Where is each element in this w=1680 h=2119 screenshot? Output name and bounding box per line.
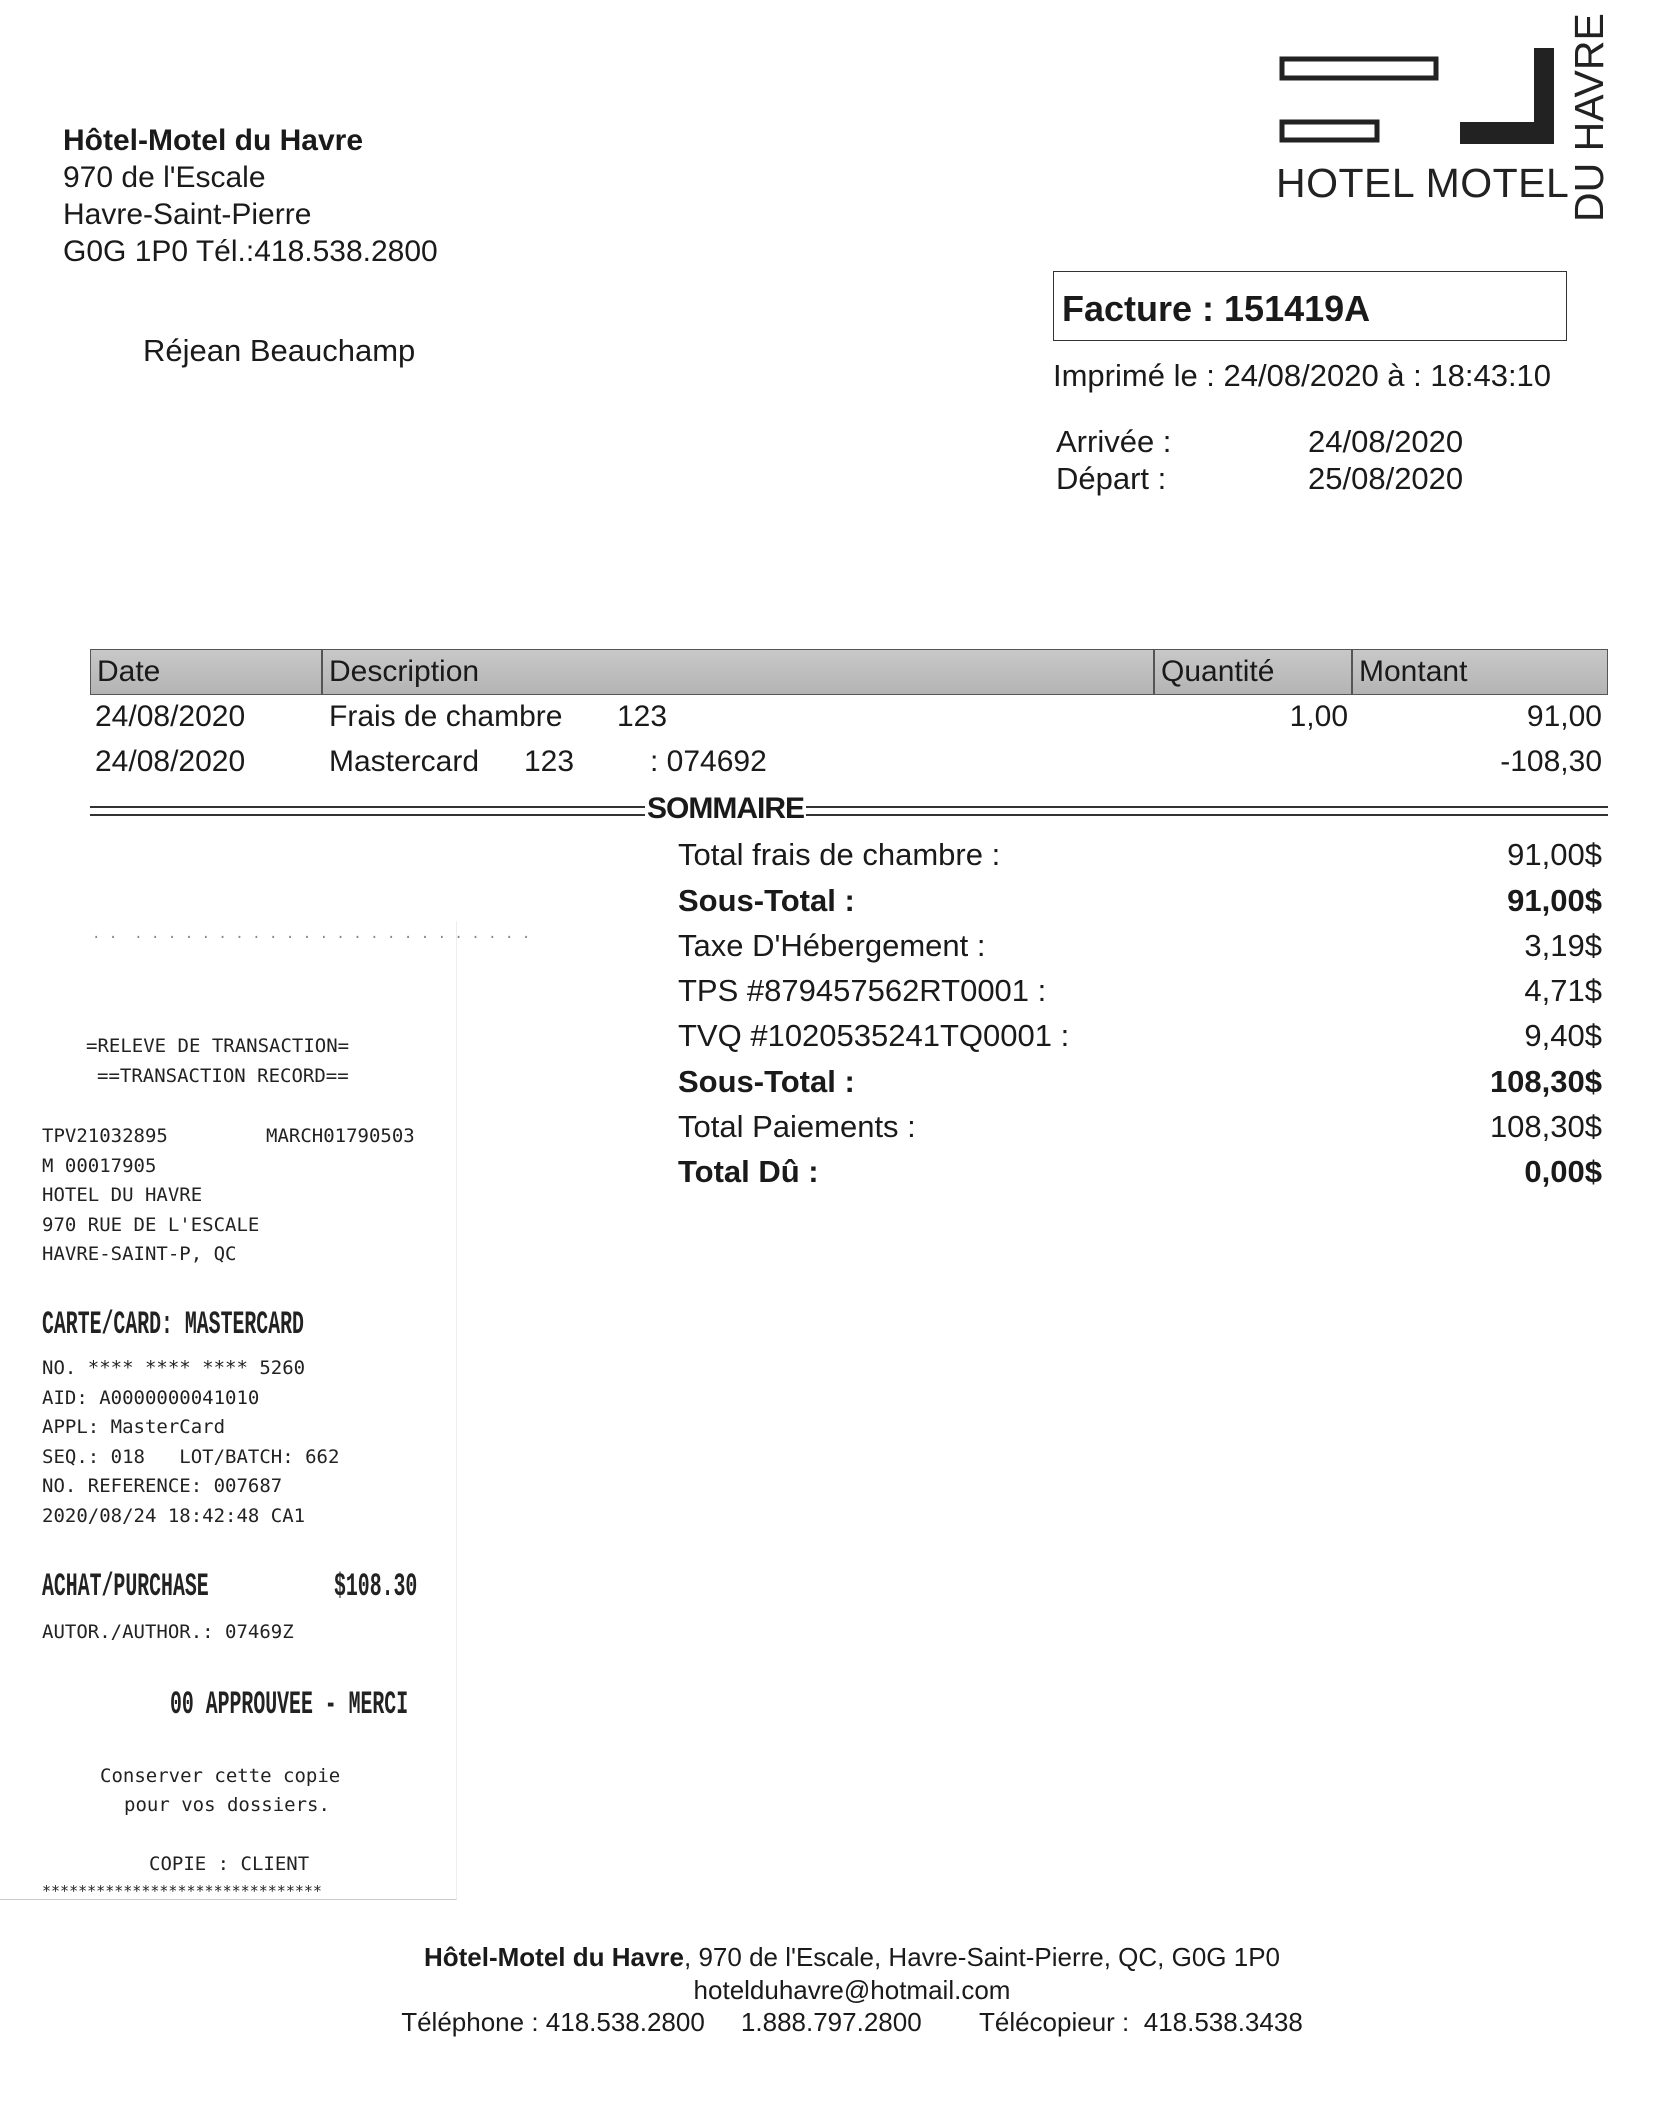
arrival-date: 24/08/2020 — [1308, 424, 1464, 459]
summary-label: TVQ #1020535241TQ0001 : — [678, 1018, 1070, 1053]
receipt-header-en: ==TRANSACTION RECORD== — [97, 1065, 349, 1087]
receipt-appl: APPL: MasterCard — [42, 1416, 226, 1438]
summary-label: Sous-Total : — [678, 1064, 855, 1099]
footer-email: hotelduhavre@hotmail.com — [693, 1975, 1011, 2005]
sommaire-divider — [90, 792, 1608, 825]
hotel-postal-phone: G0G 1P0 Tél.:418.538.2800 — [63, 235, 438, 268]
footer-address-text: , 970 de l'Escale, Havre-Saint-Pierre, QC, G0G 1P0 — [684, 1942, 1281, 1972]
row-reference: : 074692 — [650, 745, 767, 778]
receipt-reference: NO. REFERENCE: 007687 — [42, 1475, 283, 1497]
summary-value: 9,40$ — [1524, 1018, 1602, 1053]
receipt-copy: COPIE : CLIENT — [149, 1853, 310, 1875]
header-date: Date — [97, 655, 161, 688]
header-amount: Montant — [1359, 655, 1468, 688]
receipt-keep-line-1: Conserver cette copie — [100, 1765, 341, 1787]
header-description: Description — [329, 655, 480, 688]
receipt-terminal: TPV21032895 — [42, 1125, 168, 1147]
receipt-header-fr: =RELEVE DE TRANSACTION= — [86, 1035, 350, 1057]
invoice-title: Facture : 151419A — [1053, 271, 1567, 341]
table-header — [90, 649, 1608, 695]
hotel-logo-icon — [1270, 40, 1610, 240]
row-amount: 91,00 — [1526, 700, 1602, 733]
row-date: 24/08/2020 — [95, 745, 246, 778]
receipt-author: AUTOR./AUTHOR.: 07469Z — [42, 1621, 294, 1643]
summary-value: 3,19$ — [1524, 928, 1602, 963]
summary-label: Sous-Total : — [678, 883, 855, 918]
receipt-keep-line-2: pour vos dossiers. — [124, 1794, 330, 1816]
summary-label: TPS #879457562RT0001 : — [678, 973, 1047, 1008]
receipt-merchant: MARCH01790503 — [266, 1125, 415, 1147]
summary-value: 108,30$ — [1489, 1064, 1602, 1099]
receipt-m-number: M 00017905 — [42, 1155, 157, 1177]
row-room: 123 — [617, 700, 668, 733]
receipt-dotted-line: . . . . . . . . . . . . . . . . . . . . . . . . . . — [92, 926, 531, 942]
receipt-seq-batch: SEQ.: 018 LOT/BATCH: 662 — [42, 1446, 340, 1468]
summary-line — [678, 973, 1602, 1009]
row-description: Mastercard — [329, 745, 480, 778]
summary-value: 108,30$ — [1489, 1109, 1602, 1144]
footer-address — [12, 1942, 1680, 1973]
hotel-name: Hôtel-Motel du Havre — [63, 124, 364, 157]
receipt-datetime: 2020/08/24 18:42:48 CA1 — [42, 1505, 306, 1527]
hotel-street: 970 de l'Escale — [63, 161, 266, 194]
hotel-address-block — [63, 122, 438, 270]
receipt-stars: ******************************* — [42, 1882, 322, 1900]
arrival-label: Arrivée : — [1056, 424, 1172, 459]
row-date: 24/08/2020 — [95, 700, 246, 733]
receipt-store-street: 970 RUE DE L'ESCALE — [42, 1214, 260, 1236]
receipt-store-name: HOTEL DU HAVRE — [42, 1184, 203, 1206]
receipt-store-city: HAVRE-SAINT-P, QC — [42, 1243, 237, 1265]
header-quantity: Quantité — [1161, 655, 1275, 688]
summary-value: 91,00$ — [1507, 883, 1602, 918]
footer-phone: Téléphone : 418.538.2800 1.888.797.2800 Télécopieur : 418.538.3438 — [401, 2007, 1303, 2037]
logo-main-text: HOTEL MOTEL — [1276, 160, 1570, 206]
summary-line — [678, 1064, 1602, 1100]
receipt-aid: AID: A0000000041010 — [42, 1387, 260, 1409]
receipt-purchase-label: ACHAT/PURCHASE — [42, 1568, 209, 1605]
guest-name: Réjean Beauchamp — [143, 333, 416, 368]
summary-value: 4,71$ — [1524, 973, 1602, 1008]
departure-label: Départ : — [1056, 461, 1167, 496]
logo-side-text: DU HAVRE — [1566, 13, 1612, 222]
summary-value: 0,00$ — [1524, 1154, 1602, 1189]
stay-dates — [1056, 423, 1463, 497]
summary-line — [678, 928, 1602, 964]
summary-label: Total frais de chambre : — [678, 837, 1001, 872]
row-description: Frais de chambre — [329, 700, 563, 733]
departure-date: 25/08/2020 — [1308, 461, 1464, 496]
summary-line — [678, 837, 1602, 873]
row-quantity: 1,00 — [1289, 700, 1348, 733]
printed-timestamp: Imprimé le : 24/08/2020 à : 18:43:10 — [1053, 358, 1552, 393]
summary-value: 91,00$ — [1507, 837, 1602, 872]
summary-label: Total Dû : — [678, 1154, 819, 1189]
row-amount: -108,30 — [1500, 745, 1602, 778]
summary-line — [678, 1109, 1602, 1145]
receipt-card-type: CARTE/CARD: MASTERCARD — [42, 1306, 304, 1343]
hotel-city: Havre-Saint-Pierre — [63, 198, 312, 231]
footer-hotel-name: Hôtel-Motel du Havre — [423, 1942, 685, 1972]
row-room: 123 — [524, 745, 575, 778]
summary-line — [678, 1154, 1602, 1190]
summary-line — [678, 1018, 1602, 1054]
receipt-card-number: NO. **** **** **** 5260 — [42, 1357, 306, 1379]
summary-line — [678, 883, 1602, 919]
summary-label: Total Paiements : — [678, 1109, 916, 1144]
sommaire-label: SOMMAIRE — [647, 792, 804, 825]
receipt-approval: 00 APPROUVEE - MERCI — [170, 1686, 409, 1723]
receipt-purchase-amount: $108.30 — [334, 1568, 418, 1605]
summary-label: Taxe D'Hébergement : — [678, 928, 986, 963]
